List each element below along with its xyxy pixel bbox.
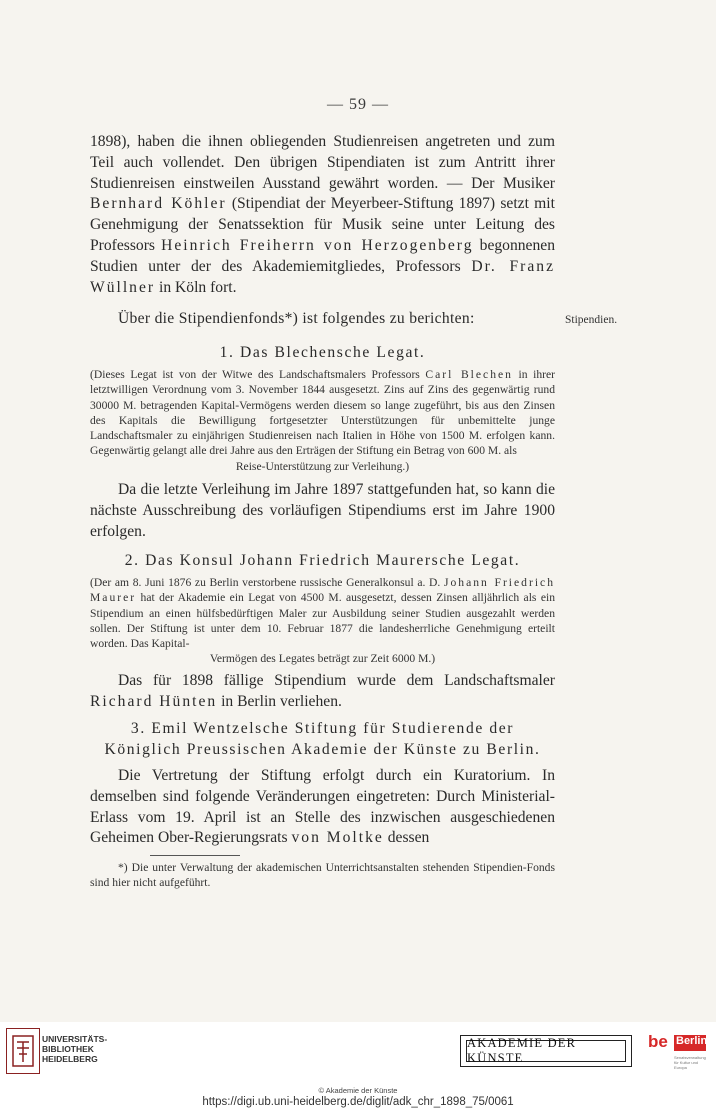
section-1-heading: 1. Das Blechensche Legat. [219,344,426,361]
name-blechen: Carl Blechen [425,368,513,381]
section-1-note-end: Reise-Unterstützung zur Verleihung.) [235,459,410,473]
copyright-credit: © Akademie der Künste [318,1086,398,1095]
akademie-logo[interactable] [460,1035,632,1067]
footnote-rule [150,855,240,856]
section-2-heading: 2. Das Konsul Johann Friedrich Maurersche Legat. [124,552,521,569]
name-huenten: Richard Hünten [90,692,218,710]
section-3-heading-1: 3. Emil Wentzelsche Stiftung für Studierende der [130,720,515,737]
page-number: — 59 — [327,96,389,113]
library-name[interactable]: UNIVERSITÄTS- BIBLIOTHEK HEIDELBERG [42,1034,108,1064]
section-1 [90,342,555,542]
name-herzogenberg: Heinrich Freiherrn von Herzogenberg [161,236,474,254]
intro-text-4: in Köln fort. [155,278,237,296]
section-1-body: Da die letzte Verleihung im Jahre 1897 stattgefunden hat, so kann die nächste Ausschreibung des vorläufigen Stipendiums erst im Jahre 1900 erfolgen. [90,481,555,540]
name-wuellner: Dr. Franz Wüllner [90,257,555,296]
intro-text-3: begonnenen Studien unter der des Akademiemitgliedes, Professors [90,236,555,275]
heidelberg-library-logo-icon[interactable] [6,1028,40,1074]
stipendienfonds-line: Über die Stipendienfonds*) ist folgendes zu berichten: [118,310,475,327]
name-moltke: von Moltke [291,829,384,847]
section-2 [90,550,555,712]
berlin-logo-subtitle: Senatsverwaltung für Kultur und Europa [674,1055,706,1070]
intro-text-1: 1898), haben die ihnen obliegenden Studienreisen angetreten und zum Teil auch vollendet. Den übrigen Stipendiaten ist zum Antritt ihrer Studienreisen einstweilen Ausstand gewährt worden. — Der Musiker [90,133,555,192]
section-2-note-end: Vermögen des Legates beträgt zur Zeit 6000 M.) [209,652,436,666]
name-maurer: Johann Friedrich Maurer [90,576,555,605]
intro-paragraph [90,132,555,298]
intro-text-2: (Stipendiat der Meyerbeer-Stiftung 1897) setzt mit Genehmigung der Senatssektion für Musik seine unter Leitung des Professors [90,195,555,254]
section-2-note: (Der am 8. Juni 1876 zu Berlin verstorbene russische Generalkonsul a. D. Johann Friedrich Maurer hat der Akademie ein Legat von 4500 M. ausgesetzt, dessen Zinsen alljährlich als ein Stipendium an einen hülfsbedürftigen Maler zur Ausbildung seiner Studien ausgezahlt werden sollen. Der Stiftung ist unter dem 10. Februar 1877 die landesherrliche Genehmigung erteilt worden. Das Kapital- [90,576,555,651]
section-3-body: Die Vertretung der Stiftung erfolgt durch ein Kuratorium. In demselben sind folgende Veränderungen eingetreten: Durch Ministerial-Erlass vom 19. April ist an Stelle des inzwischen ausgeschiedenen Geheimen Ober-Regierungsrats von Moltke dessen [90,767,555,847]
berlin-logo-word: Berlin [676,1035,708,1047]
section-2-body: Das für 1898 fällige Stipendium wurde dem Landschaftsmaler Richard Hünten in Berlin verliehen. [90,671,555,710]
name-koehler: Bernhard Köhler [90,195,227,213]
section-1-note: (Dieses Legat ist von der Witwe des Landschaftsmalers Professors Carl Blechen in ihrer letztwilligen Verordnung vom 3. November 1844 ausgesetzt. Zins auf Zins des gegenwärtig rund 30000 M. betragenden Kapital-Vermögens werden diesem so lange zugeführt, bis aus den Zinsen des Kapitals die Bewilligung fortgesetzter Unterstützungen für unbemittelte junge Landschaftsmaler zu einjährigen Studienreisen nach Italien in Höhe von 1500 M. erfolgen kann. Gegenwärtig gelangt alle drei Jahre aus den Erträgen der Stiftung ein Betrag von 600 M. als [90,368,555,458]
footnote: *) Die unter Verwaltung der akademischen Unterrichtsanstalten stehenden Stipendien-Fonds sind hier nicht aufgeführt. [90,861,555,890]
library-emblem-icon [11,1034,35,1068]
berlin-logo-prefix: be [648,1032,668,1051]
margin-note: Stipendien. [565,314,618,326]
permalink-url[interactable]: https://digi.ub.uni-heidelberg.de/diglit/adk_chr_1898_75/0061 [202,1096,514,1108]
section-3 [90,718,555,849]
berlin-senate-logo[interactable] [646,1032,708,1074]
section-3-heading-2: Königlich Preussischen Akademie der Künste zu Berlin. [104,741,541,758]
akademie-logo-text: AKADEMIE DER KÜNSTE [466,1040,626,1062]
